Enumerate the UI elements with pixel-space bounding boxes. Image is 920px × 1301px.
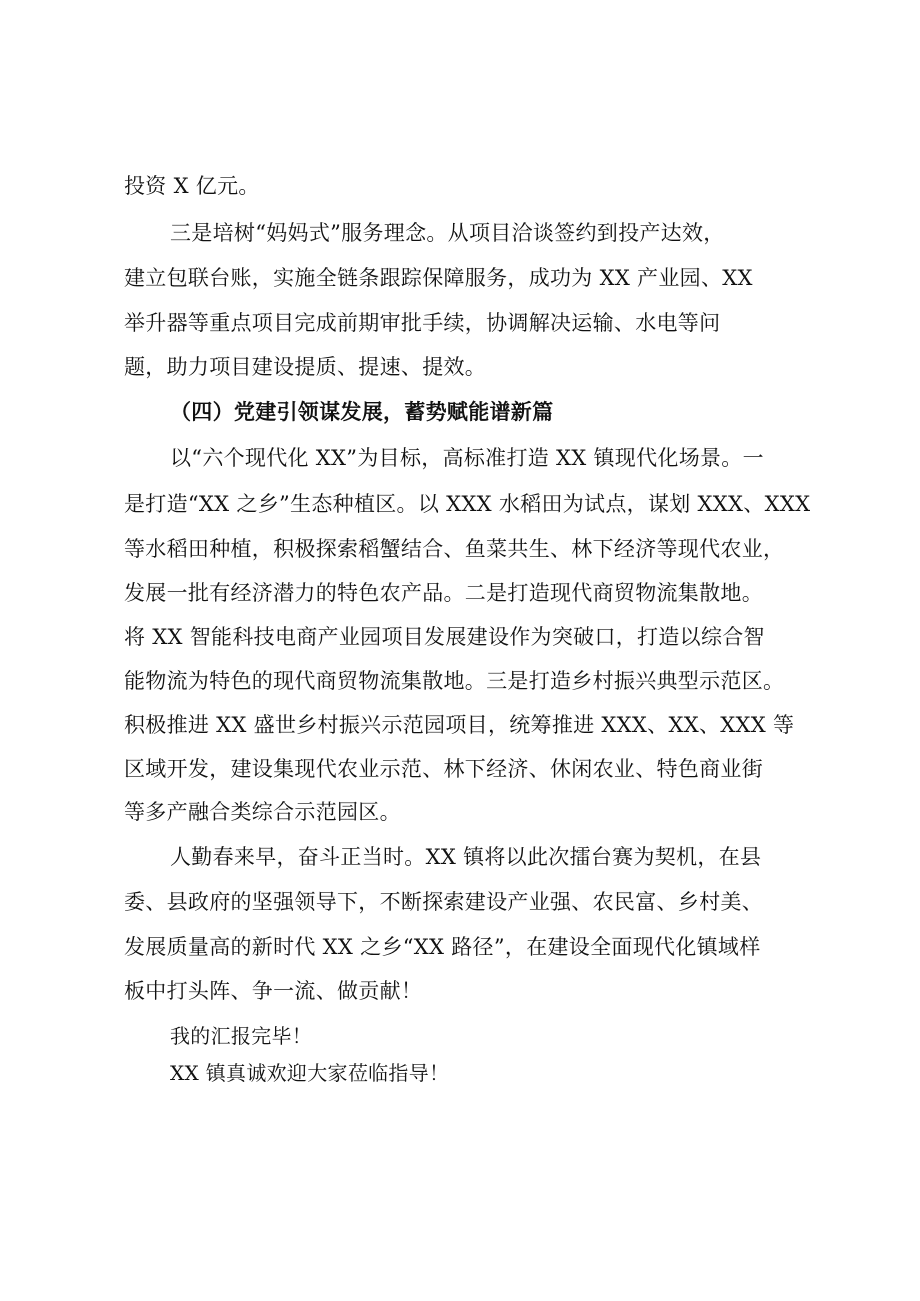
body-text-line: 题，助力项目建设提质、提速、提效。: [124, 355, 487, 379]
body-text-line: 等水稻田种植，积极探索稻蟹结合、鱼菜共生、林下经济等现代农业，: [124, 537, 785, 561]
closing-remark: 我的汇报完毕！: [170, 1024, 313, 1048]
body-text-line: 是打造“XX 之乡”生态种植区。以 XXX 水稻田为试点，谋划 XXX、XXX: [124, 492, 811, 516]
body-text-line: 积极推进 XX 盛世乡村振兴示范园项目，统筹推进 XXX、XX、XXX 等: [124, 713, 795, 737]
body-text-line: 等多产融合类综合示范园区。: [124, 800, 401, 824]
body-text-line: 发展一批有经济潜力的特色农产品。二是打造现代商贸物流集散地。: [124, 581, 763, 605]
body-text-line: 能物流为特色的现代商贸物流集散地。三是打造乡村振兴典型示范区。: [124, 669, 785, 693]
paragraph-first-line: 三是培树“妈妈式”服务理念。从项目洽谈签约到投产达效，: [170, 221, 725, 245]
section-heading: （四）党建引领谋发展，蓄势赋能谱新篇: [170, 400, 554, 424]
body-text-line: 委、县政府的坚强领导下，不断探索建设产业强、农民富、乡村美、: [124, 890, 763, 914]
body-text-line: 举升器等重点项目完成前期审批手续，协调解决运输、水电等问: [124, 311, 721, 335]
body-text-line: 建立包联台账，实施全链条跟踪保障服务，成功为 XX 产业园、XX: [124, 266, 753, 290]
paragraph-first-line: 人勤春来早，奋斗正当时。XX 镇将以此次擂台赛为契机，在县: [170, 845, 762, 869]
body-text-line: 投资 X 亿元。: [124, 174, 260, 198]
closing-welcome: XX 镇真诚欢迎大家莅临指导！: [170, 1061, 450, 1085]
body-text-line: 发展质量高的新时代 XX 之乡“XX 路径”，在建设全面现代化镇域样: [124, 935, 761, 959]
body-text-line: 板中打头阵、争一流、做贡献！: [124, 979, 423, 1003]
paragraph-first-line: 以“六个现代化 XX”为目标，高标准打造 XX 镇现代化场景。一: [170, 446, 764, 470]
body-text-line: 区域开发，建设集现代农业示范、林下经济、休闲农业、特色商业街: [124, 757, 763, 781]
body-text-line: 将 XX 智能科技电商产业园项目发展建设作为突破口，打造以综合智: [124, 625, 765, 649]
